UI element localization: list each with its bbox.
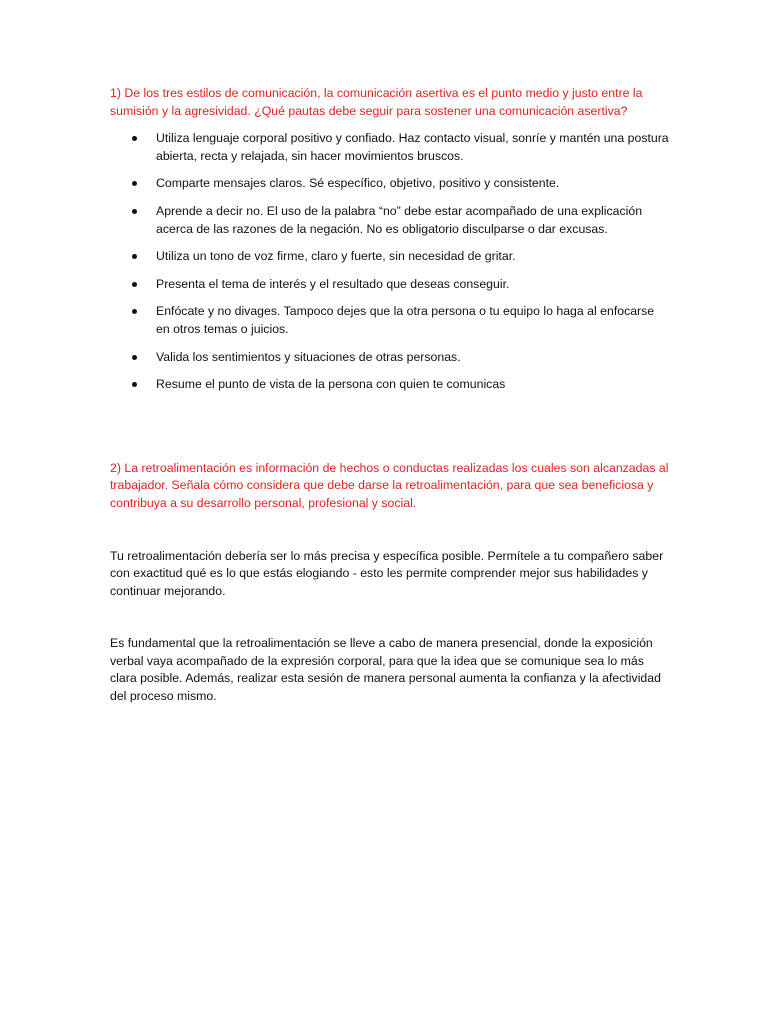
question-1: 1) De los tres estilos de comunicación, la comunicación asertiva es el punto medio y justo entre la sumisión y la agresividad. ¿Qué pautas debe seguir para sostener una comunicación asertiva?: [110, 86, 643, 118]
spacer: [110, 404, 670, 460]
answer-paragraph-1: Tu retroalimentación debería ser lo más precisa y específica posible. Permítele a tu compañero saber con exactitud qué es lo que estás elogiando - esto les permite comprender mejor sus habilidades y continuar mejorando.: [110, 548, 664, 598]
spacer: [110, 600, 670, 635]
list-item-text: Resume el punto de vista de la persona con quien te comunicas: [156, 377, 506, 392]
bullet-icon: [132, 136, 137, 141]
bullet-icon: [132, 181, 137, 186]
answer-paragraph-2: Es fundamental que la retroalimentación se lleve a cabo de manera presencial, donde la exposición verbal vaya acompañado de la expresión corporal, para que la idea que se comunique sea lo más clara posible. Además, realizar esta sesión de manera personal aumenta la confianza y la afectividad del proceso mismo.: [110, 636, 661, 704]
list-item-text: Aprende a decir no. El uso de la palabra “no” debe estar acompañado de una explicación acerca de las razones de la negación. No es obligatorio disculparse o dar excusas.: [156, 203, 643, 236]
bullet-icon: [132, 254, 137, 259]
guidelines-list: [110, 130, 670, 394]
list-item-text: Utiliza un tono de voz firme, claro y fuerte, sin necesidad de gritar.: [156, 249, 516, 264]
list-item-text: Valida los sentimientos y situaciones de otras personas.: [156, 349, 461, 364]
list-item: [110, 349, 670, 367]
bullet-icon: [132, 209, 137, 214]
bullet-icon: [132, 282, 137, 287]
bullet-icon: [132, 355, 137, 360]
list-item-text: Enfócate y no divages. Tampoco dejes que la otra persona o tu equipo lo haga al enfocarse en otros temas o juicios.: [156, 304, 655, 336]
list-item-text: Utiliza lenguaje corporal positivo y confiado. Haz contacto visual, sonríe y mantén una postura abierta, recta y relajada, sin hacer movimientos bruscos.: [156, 131, 669, 163]
list-item-text: Comparte mensajes claros. Sé específico, objetivo, positivo y consistente.: [156, 176, 560, 191]
list-item-text: Presenta el tema de interés y el resultado que deseas conseguir.: [156, 276, 510, 291]
spacer: [110, 513, 670, 548]
list-item: [110, 130, 670, 165]
list-item: [110, 248, 670, 266]
list-item: [110, 203, 670, 238]
list-item: [110, 276, 670, 294]
list-item: [110, 175, 670, 193]
list-item: [110, 303, 670, 338]
bullet-icon: [132, 309, 137, 314]
list-item: [110, 376, 670, 394]
question-2: 2) La retroalimentación es información de hechos o conductas realizadas los cuales son alcanzadas al trabajador. Señala cómo considera que debe darse la retroalimentación, para que sea beneficiosa y contribuya a su desarrollo personal, profesional y social.: [110, 460, 669, 510]
document-page: [110, 85, 670, 706]
bullet-icon: [132, 382, 137, 387]
